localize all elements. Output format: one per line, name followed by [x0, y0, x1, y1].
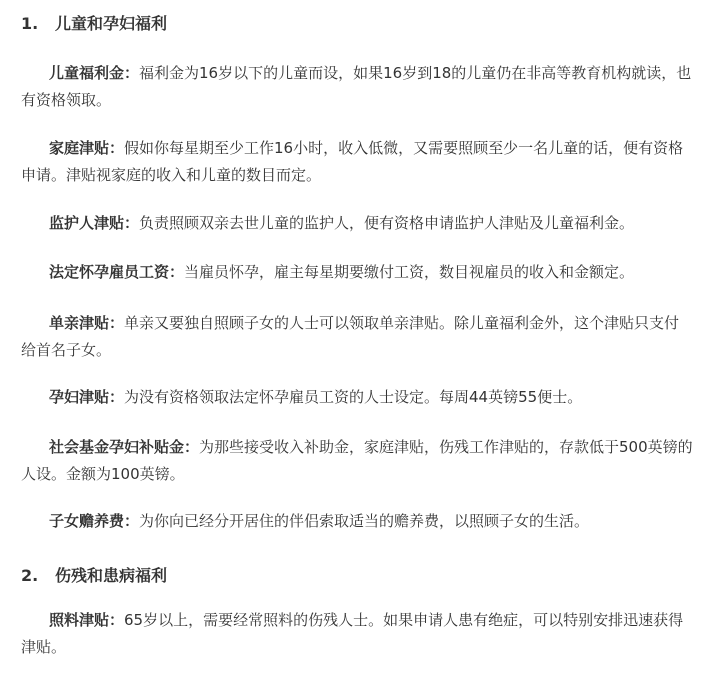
- term-description: 为你向已经分开居住的伴侣索取适当的赡养费，以照顾子女的生活。: [139, 512, 590, 530]
- paragraph-child-benefit: [21, 60, 693, 114]
- section-title: 儿童和孕妇福利: [55, 14, 168, 33]
- section-title: 伤残和患病福利: [55, 566, 168, 585]
- paragraph-social-fund-maternity-grant: [21, 434, 693, 488]
- term-description: 为那些接受收入补助金，家庭津贴，伤残工作津贴的，存款低于500英镑的人设。金额为100英镑。: [21, 438, 693, 483]
- term-label: 单亲津贴：: [49, 314, 125, 332]
- section-number: 1.: [21, 14, 39, 33]
- term-description: 单亲又要独自照顾子女的人士可以领取单亲津贴。除儿童福利金外，这个津贴只支付给首名子女。: [21, 314, 680, 359]
- term-description: 负责照顾双亲去世儿童的监护人，便有资格申请监护人津贴及儿童福利金。: [139, 214, 635, 232]
- paragraph-guardian-allowance: [21, 210, 693, 237]
- paragraph-one-parent-benefit: [21, 310, 693, 364]
- term-label: 监护人津贴：: [49, 214, 140, 232]
- paragraph-statutory-maternity-pay: [21, 259, 693, 286]
- section-heading-1: [21, 14, 167, 34]
- paragraph-maternity-allowance: [21, 384, 693, 411]
- term-label: 照料津贴：: [49, 611, 125, 629]
- term-description: 为没有资格领取法定怀孕雇员工资的人士设定。每周44英镑55便士。: [124, 388, 583, 406]
- term-label: 子女赡养费：: [49, 512, 140, 530]
- term-description: 当雇员怀孕，雇主每星期要缴付工资，数目视雇员的收入和金额定。: [184, 263, 635, 281]
- term-description: 假如你每星期至少工作16小时，收入低微，又需要照顾至少一名儿童的话，便有资格申请。津贴视家庭的收入和儿童的数目而定。: [21, 139, 684, 184]
- term-label: 儿童福利金：: [49, 64, 140, 82]
- section-heading-2: [21, 566, 167, 586]
- term-label: 社会基金孕妇补贴金：: [49, 438, 200, 456]
- term-description: 65岁以上，需要经常照料的伤残人士。如果申请人患有绝症，可以特别安排迅速获得津贴。: [21, 611, 684, 656]
- term-label: 孕妇津贴：: [49, 388, 125, 406]
- term-label: 法定怀孕雇员工资：: [49, 263, 185, 281]
- paragraph-family-credit: [21, 135, 693, 189]
- term-label: 家庭津贴：: [49, 139, 125, 157]
- section-number: 2.: [21, 566, 39, 585]
- paragraph-child-maintenance: [21, 508, 693, 535]
- term-description: 福利金为16岁以下的儿童而设，如果16岁到18的儿童仍在非高等教育机构就读，也有资格领取。: [21, 64, 692, 109]
- paragraph-attendance-allowance: [21, 607, 693, 661]
